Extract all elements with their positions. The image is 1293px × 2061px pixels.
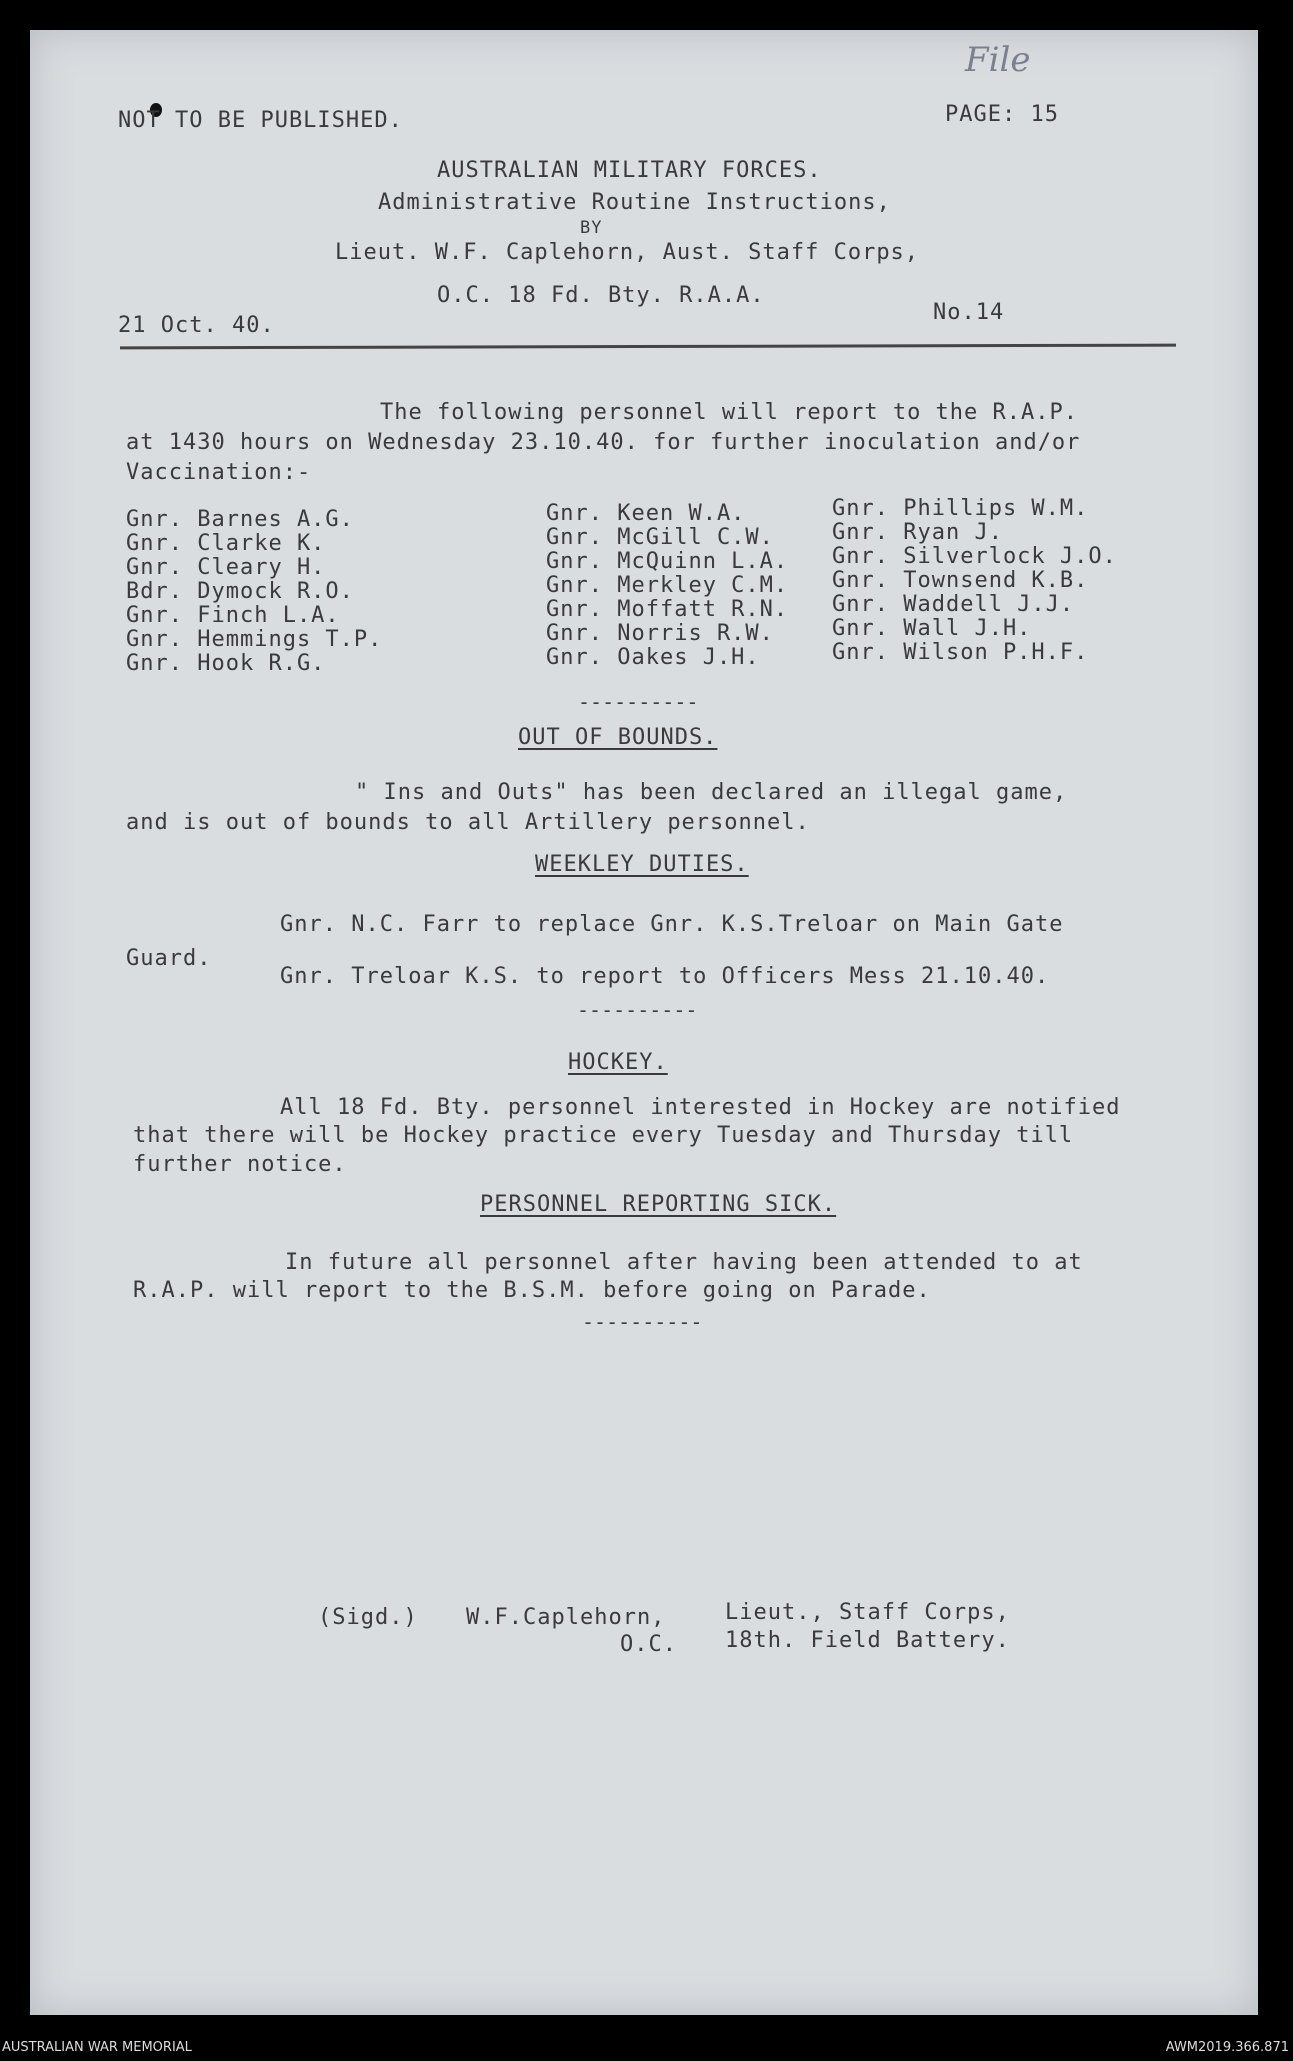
signatory-role: O.C. bbox=[620, 1632, 677, 1657]
out-of-bounds-text-2: and is out of bounds to all Artillery personnel. bbox=[126, 810, 810, 835]
weekly-duties-text-2: Guard. bbox=[126, 946, 212, 971]
personnel-entry: Bdr. Dymock R.O. bbox=[126, 579, 354, 604]
signatory-name: W.F.Caplehorn, bbox=[466, 1605, 666, 1630]
handwritten-file-note: File bbox=[965, 40, 1031, 80]
hockey-text-2: that there will be Hockey practice every Tuesday and Thursday till bbox=[133, 1123, 1074, 1148]
personnel-entry: Gnr. Hook R.G. bbox=[126, 651, 326, 676]
inoculation-text-2: at 1430 hours on Wednesday 23.10.40. for further inoculation and/or bbox=[126, 430, 1081, 455]
instruction-number: No.14 bbox=[933, 300, 1005, 325]
personnel-entry: Gnr. Moffatt R.N. bbox=[546, 597, 789, 622]
by-line: BY bbox=[580, 218, 603, 238]
out-of-bounds-text-1: " Ins and Outs" has been declared an illegal game, bbox=[355, 780, 1068, 805]
reporting-sick-text-1: In future all personnel after having been attended to at bbox=[285, 1250, 1083, 1275]
personnel-entry: Gnr. Waddell J.J. bbox=[832, 592, 1075, 617]
unit-line: O.C. 18 Fd. Bty. R.A.A. bbox=[437, 283, 765, 308]
personnel-entry: Gnr. Clarke K. bbox=[126, 531, 326, 556]
reporting-sick-text-2: R.A.P. will report to the B.S.M. before going on Parade. bbox=[133, 1278, 931, 1303]
personnel-column-3 bbox=[832, 497, 1117, 665]
personnel-entry: Gnr. Wall J.H. bbox=[832, 616, 1032, 641]
section-separator: ---------- bbox=[582, 1310, 703, 1334]
weekly-duties-text-3: Gnr. Treloar K.S. to report to Officers Mess 21.10.40. bbox=[280, 964, 1050, 989]
page-number: PAGE: 15 bbox=[945, 102, 1059, 127]
signatory-rank: Lieut., Staff Corps, bbox=[725, 1600, 1010, 1625]
weekly-duties-text-1: Gnr. N.C. Farr to replace Gnr. K.S.Treloar on Main Gate bbox=[280, 912, 1064, 937]
inoculation-text-1: The following personnel will report to the R.A.P. bbox=[380, 400, 1079, 425]
issue-date: 21 Oct. 40. bbox=[118, 313, 275, 338]
footer-accession-number: AWM2019.366.871 bbox=[1165, 2040, 1289, 2055]
personnel-entry: Gnr. Wilson P.H.F. bbox=[832, 640, 1089, 665]
personnel-entry: Gnr. Merkley C.M. bbox=[546, 573, 789, 598]
out-of-bounds-heading: OUT OF BOUNDS. bbox=[518, 725, 718, 750]
personnel-column-2 bbox=[546, 502, 788, 670]
reporting-sick-heading: PERSONNEL REPORTING SICK. bbox=[480, 1192, 837, 1217]
organisation-title: AUSTRALIAN MILITARY FORCES. bbox=[437, 158, 822, 183]
inoculation-text-3: Vaccination:- bbox=[126, 460, 312, 485]
weekly-duties-heading: WEEKLEY DUTIES. bbox=[535, 852, 749, 877]
restriction-notice: NOT TO BE PUBLISHED. bbox=[118, 108, 403, 133]
footer-archive-name: AUSTRALIAN WAR MEMORIAL bbox=[2, 2040, 192, 2055]
personnel-entry: Gnr. Silverlock J.O. bbox=[832, 544, 1117, 569]
section-separator: ---------- bbox=[578, 690, 699, 714]
personnel-entry: Gnr. Cleary H. bbox=[126, 555, 326, 580]
signed-mark: (Sigd.) bbox=[318, 1605, 418, 1630]
personnel-entry: Gnr. Norris R.W. bbox=[546, 621, 774, 646]
personnel-entry: Gnr. Ryan J. bbox=[832, 520, 1003, 545]
hockey-text-3: further notice. bbox=[133, 1152, 347, 1177]
hockey-heading: HOCKEY. bbox=[568, 1050, 668, 1075]
personnel-column-1 bbox=[126, 508, 382, 676]
personnel-entry: Gnr. Keen W.A. bbox=[546, 501, 746, 526]
personnel-entry: Gnr. Oakes J.H. bbox=[546, 645, 760, 670]
personnel-entry: Gnr. McQuinn L.A. bbox=[546, 549, 789, 574]
personnel-entry: Gnr. McGill C.W. bbox=[546, 525, 774, 550]
personnel-entry: Gnr. Phillips W.M. bbox=[832, 496, 1089, 521]
hockey-text-1: All 18 Fd. Bty. personnel interested in Hockey are notified bbox=[280, 1095, 1121, 1120]
signatory-unit: 18th. Field Battery. bbox=[725, 1628, 1010, 1653]
section-separator: ---------- bbox=[577, 998, 698, 1022]
personnel-entry: Gnr. Townsend K.B. bbox=[832, 568, 1089, 593]
personnel-entry: Gnr. Barnes A.G. bbox=[126, 507, 354, 532]
personnel-entry: Gnr. Hemmings T.P. bbox=[126, 627, 383, 652]
personnel-entry: Gnr. Finch L.A. bbox=[126, 603, 340, 628]
document-title: Administrative Routine Instructions, bbox=[378, 190, 891, 215]
author-line: Lieut. W.F. Caplehorn, Aust. Staff Corps, bbox=[335, 240, 920, 265]
